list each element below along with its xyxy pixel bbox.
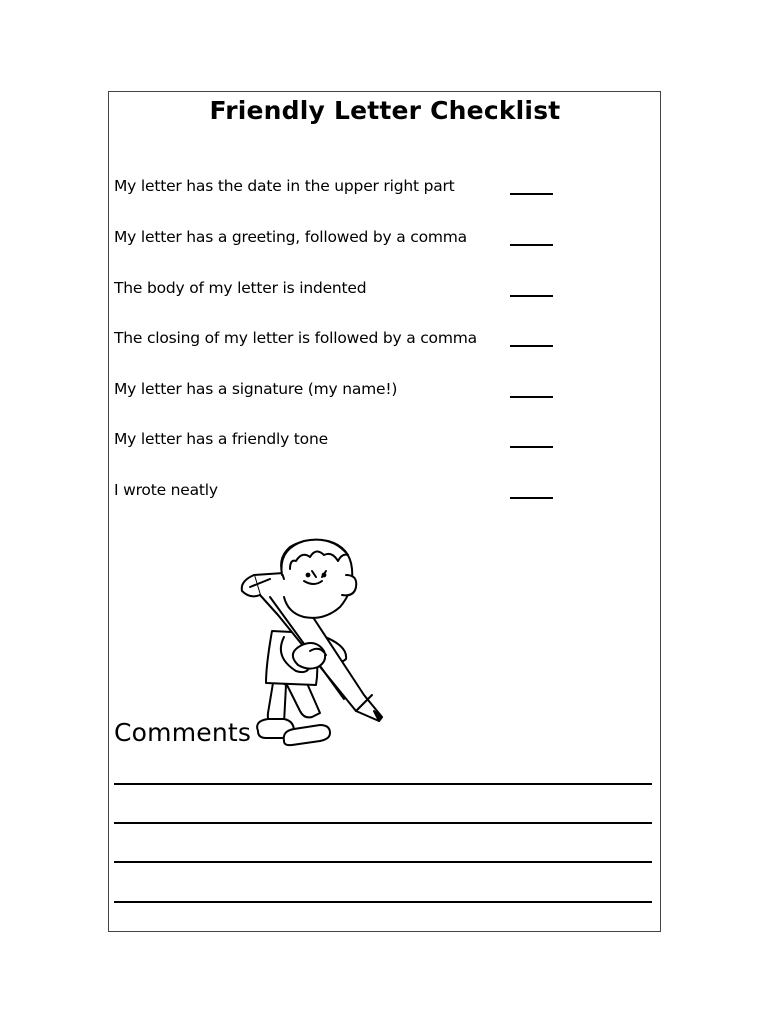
checklist-item — [114, 228, 554, 252]
checklist-item-text: The body of my letter is indented — [114, 279, 367, 297]
checklist-item-text: My letter has a friendly tone — [114, 430, 328, 448]
comment-line[interactable] — [114, 861, 652, 863]
checklist-item-blank[interactable] — [510, 228, 553, 246]
checklist-item — [114, 177, 554, 201]
checklist-item — [114, 380, 554, 404]
checklist-item-blank[interactable] — [510, 177, 553, 195]
checklist-item-text: I wrote neatly — [114, 481, 218, 499]
checklist-item-blank[interactable] — [510, 329, 553, 347]
checklist-item-blank[interactable] — [510, 430, 553, 448]
checklist-item-blank[interactable] — [510, 380, 553, 398]
checklist-item-text: My letter has a signature (my name!) — [114, 380, 398, 398]
checklist-item-blank[interactable] — [510, 279, 553, 297]
comment-line[interactable] — [114, 901, 652, 903]
checklist-item-text: My letter has the date in the upper right part — [114, 177, 455, 195]
checklist-item-blank[interactable] — [510, 481, 553, 499]
comment-line[interactable] — [114, 783, 652, 785]
comments-heading: Comments — [114, 718, 252, 747]
checklist-item — [114, 481, 554, 505]
checklist-item-text: My letter has a greeting, followed by a comma — [114, 228, 467, 246]
checklist-item-text: The closing of my letter is followed by a comma — [114, 329, 477, 347]
checklist-item — [114, 430, 554, 454]
worksheet-border — [108, 91, 661, 932]
checklist-item — [114, 329, 554, 353]
comment-line[interactable] — [114, 822, 652, 824]
checklist-item — [114, 279, 554, 303]
page-title: Friendly Letter Checklist — [209, 96, 561, 125]
